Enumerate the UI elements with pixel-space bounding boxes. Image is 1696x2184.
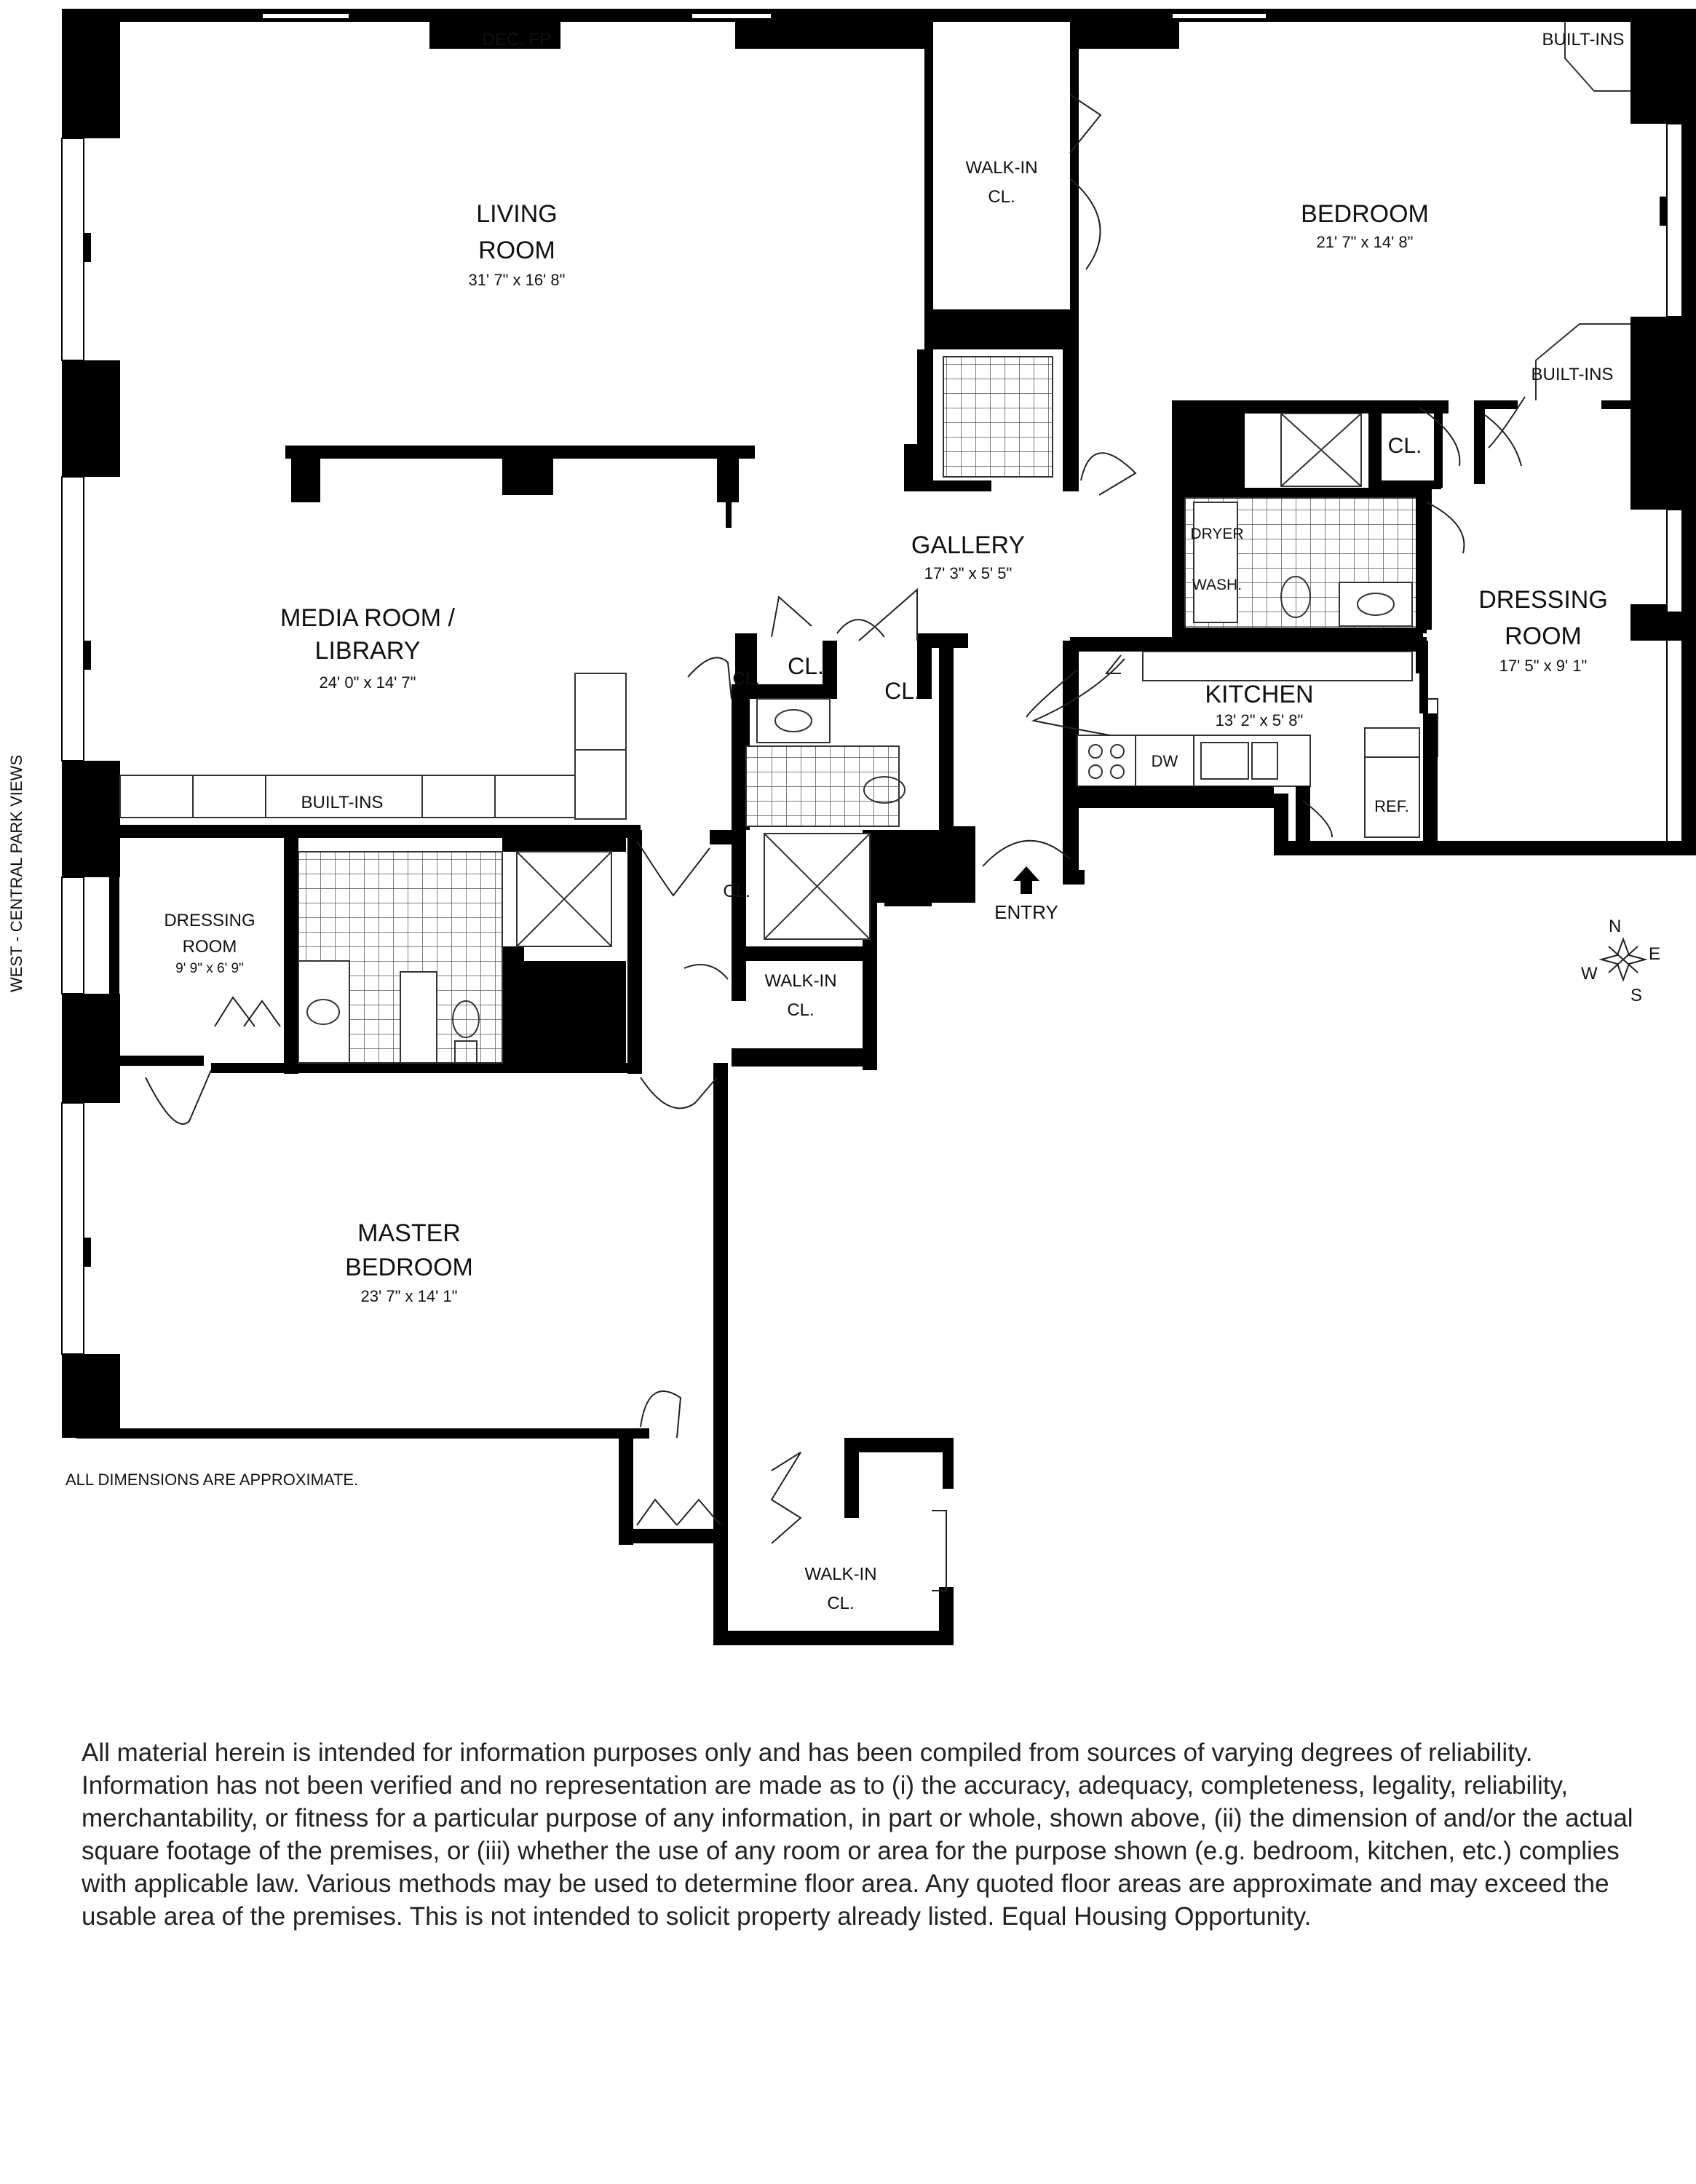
walkin-bottom-name-2: CL.	[827, 1594, 855, 1613]
refrigerator-label: REF.	[1374, 797, 1409, 815]
dressing-west-name: DRESSING	[164, 911, 255, 930]
interior-walls	[76, 22, 1696, 1645]
closet-right-label: CL.	[884, 678, 921, 704]
walkin-bottom-name: WALK-IN	[804, 1564, 877, 1584]
kitchen-name: KITCHEN	[1205, 681, 1314, 708]
builtins-top-label: BUILT-INS	[1542, 30, 1625, 50]
master-bedroom-name-2: BEDROOM	[345, 1254, 473, 1281]
walkin-mid-name: WALK-IN	[764, 971, 837, 991]
dishwasher-label: DW	[1151, 752, 1178, 770]
media-room-name: MEDIA ROOM /	[280, 604, 455, 632]
closet-mid-label: CL.	[788, 653, 824, 679]
compass-w: W	[1581, 964, 1598, 984]
media-room-dim: 24' 0" x 14' 7"	[319, 673, 416, 692]
compass-s: S	[1630, 986, 1643, 1005]
master-bedroom-name: MASTER	[357, 1219, 461, 1247]
dec-fp-label: DEC. FP	[482, 30, 552, 50]
closet-hall-label: CL.	[723, 882, 750, 901]
dryer-label: DRYER	[1190, 526, 1244, 542]
master-bedroom-dim: 23' 7" x 14' 1"	[360, 1287, 458, 1305]
living-room-name-2: ROOM	[478, 237, 555, 264]
dressing-west-dim: 9' 9" x 6' 9"	[175, 961, 244, 976]
living-room-name: LIVING	[476, 200, 558, 228]
compass-e: E	[1649, 944, 1661, 964]
walkin-top-name-2: CL.	[988, 187, 1015, 207]
walkin-mid-name-2: CL.	[787, 1000, 815, 1020]
dressing-east-name-2: ROOM	[1505, 622, 1582, 650]
washer-label: WASH.	[1192, 577, 1243, 593]
dressing-west-name-2: ROOM	[182, 937, 237, 957]
bedroom-name: BEDROOM	[1301, 200, 1429, 228]
dressing-east-dim: 17' 5" x 9' 1"	[1499, 657, 1588, 675]
approx-note: ALL DIMENSIONS ARE APPROXIMATE.	[66, 1471, 359, 1489]
compass-icon	[1581, 917, 1660, 1005]
entry-label: ENTRY	[994, 901, 1058, 923]
kitchen-dim: 13' 2" x 5' 8"	[1215, 711, 1304, 729]
entry-arrow	[1013, 866, 1039, 894]
gallery-dim: 17' 3" x 5' 5"	[924, 564, 1013, 582]
exterior-walls	[62, 9, 1696, 1438]
media-room-name-2: LIBRARY	[314, 637, 421, 665]
living-room-dim: 31' 7" x 16' 8"	[468, 271, 566, 289]
gallery-name: GALLERY	[911, 531, 1026, 559]
builtins-media-label: BUILT-INS	[301, 793, 384, 812]
closet-bedroom-label: CL.	[1387, 434, 1422, 458]
disclaimer-text: All material herein is intended for information purposes only and has been compiled from sources of varying degrees of reliability. Information has not been verified and no representation are made as to (i) the accuracy, adequacy, completeness, legality, reliability, merchantability, or fitness for a particular purpose of any information, in part or whole, shown above, (ii) the dimension of and/or the actual square footage of the premises, or (iii) whether the use of any room or area for the purpose shown (e.g. bedroom, kitchen, etc.) complies with applicable law. Various methods may be used to determine floor area. Any quoted floor areas are approximate and may exceed the usable area of the premises. This is not intended to solicit property already listed. Equal Housing Opportunity.	[82, 1738, 1633, 1931]
closet-small-label: CL.	[732, 669, 760, 689]
compass-n: N	[1609, 917, 1622, 936]
side-label: WEST - CENTRAL PARK VIEWS	[7, 755, 25, 992]
builtins-right-label: BUILT-INS	[1531, 365, 1614, 384]
dressing-east-name: DRESSING	[1478, 586, 1608, 614]
bedroom-dim: 21' 7" x 14' 8"	[1316, 233, 1414, 251]
walkin-top-name: WALK-IN	[965, 158, 1038, 178]
